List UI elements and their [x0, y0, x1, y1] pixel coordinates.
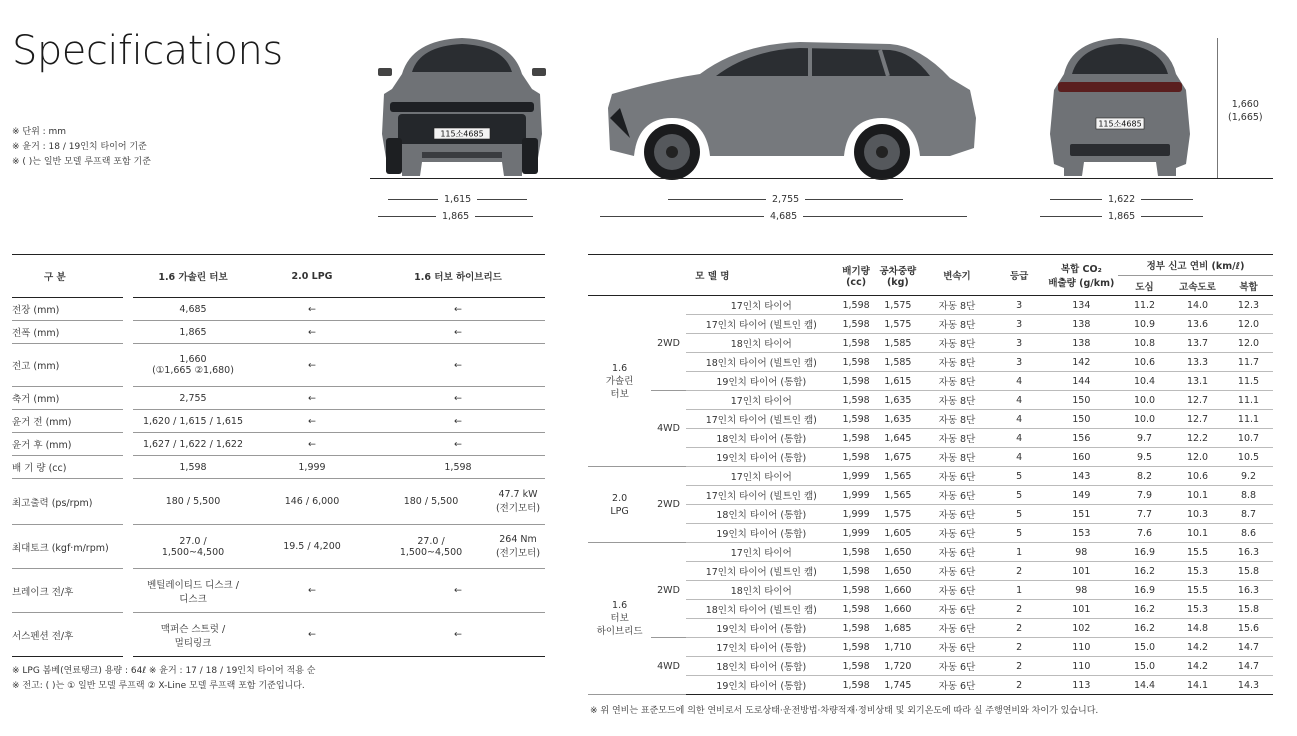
table-header [588, 255, 1273, 276]
page-title: Specifications [12, 28, 283, 74]
table-cell: 1,598 [837, 657, 876, 676]
table-cell: 15.0 [1118, 638, 1171, 657]
tire-spec: 18인치 타이어 [686, 581, 837, 600]
table-cell: 5 [994, 524, 1045, 543]
table-cell: 15.5 [1171, 581, 1224, 600]
table-cell: 12.7 [1171, 410, 1224, 429]
engine-group: 1.6 가솔린 터보 [588, 296, 651, 467]
table-row: 축거 (mm) 2,755 ← ← [12, 387, 545, 410]
rear-plate: 115소4685 [1098, 119, 1142, 129]
tire-spec: 18인치 타이어 (통합) [686, 657, 837, 676]
table-cell: 12.2 [1171, 429, 1224, 448]
table-row [588, 372, 1273, 391]
table-cell: 1,598 [837, 619, 876, 638]
table-cell: 14.3 [1224, 676, 1273, 695]
table-cell: 15.0 [1118, 657, 1171, 676]
table-cell: 16.9 [1118, 543, 1171, 562]
header-cell: 구 분 [12, 255, 123, 298]
dim-front-track: 1,615 [388, 194, 527, 205]
table-cell: 11.2 [1118, 296, 1171, 315]
tire-spec: 18인치 타이어 (통합) [686, 505, 837, 524]
table-cell: 151 [1045, 505, 1118, 524]
table-cell: 98 [1045, 581, 1118, 600]
drive-type: 2WD [651, 296, 686, 391]
table-cell: 자동 6단 [920, 543, 993, 562]
table-cell: 1,598 [837, 638, 876, 657]
table-cell: 9.2 [1224, 467, 1273, 486]
table-cell: 12.7 [1171, 391, 1224, 410]
table-cell: 2 [994, 676, 1045, 695]
table-cell: 1,575 [875, 315, 920, 334]
tire-spec: 17인치 타이어 (빌트인 캠) [686, 315, 837, 334]
table-cell: 144 [1045, 372, 1118, 391]
table-cell: 1,565 [875, 486, 920, 505]
dim-rear-track: 1,622 [1050, 194, 1193, 205]
table-cell: 자동 6단 [920, 562, 993, 581]
table-cell: 7.7 [1118, 505, 1171, 524]
tire-spec: 19인치 타이어 (통합) [686, 524, 837, 543]
table-cell: 16.2 [1118, 619, 1171, 638]
table-cell: 142 [1045, 353, 1118, 372]
table-cell: 1,598 [837, 448, 876, 467]
table-row [588, 600, 1273, 619]
engine-group: 1.6 터보 하이브리드 [588, 543, 651, 695]
table-row [588, 353, 1273, 372]
tire-spec: 17인치 타이어 [686, 543, 837, 562]
table-cell: 자동 6단 [920, 676, 993, 695]
table-cell: 12.3 [1224, 296, 1273, 315]
table-cell: 자동 6단 [920, 581, 993, 600]
table-cell: 12.0 [1224, 334, 1273, 353]
table-cell: 2 [994, 657, 1045, 676]
table-cell: 4 [994, 448, 1045, 467]
table-cell: 자동 8단 [920, 410, 993, 429]
table-cell: 134 [1045, 296, 1118, 315]
table-cell: 4 [994, 391, 1045, 410]
tire-spec: 19인치 타이어 (통합) [686, 448, 837, 467]
header-weight: 공차중량 (kg) [875, 255, 920, 296]
table-cell: 1,585 [875, 334, 920, 353]
note-line: ※ 단위 : mm [12, 127, 67, 137]
table-row: 서스펜션 전/후 맥퍼슨 스트럿 / 멀티링크 ← ← [12, 613, 545, 657]
table-cell: 16.3 [1224, 543, 1273, 562]
table-row: 최대토크 (kgf·m/rpm) 27.0 / 1,500~4,500 19.5 / 4,200 27.0 / 1,500~4,500 264 Nm (전기모터) [12, 525, 545, 569]
table-cell: 14.0 [1171, 296, 1224, 315]
table-cell: 1,710 [875, 638, 920, 657]
note-line: ※ 전고: ( )는 ① 일반 모델 루프랙 ② X-Line 모델 루프랙 포함 기준입니다. [12, 681, 305, 691]
header-cell: 1.6 터보 하이브리드 [371, 255, 545, 298]
tire-spec: 18인치 타이어 (빌트인 캠) [686, 600, 837, 619]
table-cell: 15.3 [1171, 562, 1224, 581]
header-disp: 배기량 (cc) [837, 255, 876, 296]
table-row [588, 676, 1273, 695]
table-cell: 자동 6단 [920, 657, 993, 676]
table-row [588, 505, 1273, 524]
table-cell: 143 [1045, 467, 1118, 486]
table-cell: 1,598 [837, 353, 876, 372]
table-cell: 3 [994, 296, 1045, 315]
table-cell: 102 [1045, 619, 1118, 638]
car-front-view [372, 34, 552, 179]
dim-rear-width: 1,865 [1040, 211, 1203, 222]
table-cell: 153 [1045, 524, 1118, 543]
note-line: ※ LPG 봄베(연료탱크) 용량 : 64ℓ ※ 윤거 : 17 / 18 / 19인치 타이어 적용 순 [12, 666, 316, 676]
table-row [588, 296, 1273, 315]
table-cell: 113 [1045, 676, 1118, 695]
table-cell: 110 [1045, 638, 1118, 657]
header-cell: 2.0 LPG [253, 255, 371, 298]
table-cell: 1 [994, 543, 1045, 562]
table-row [588, 524, 1273, 543]
header-eff: 정부 신고 연비 (km/ℓ) [1118, 255, 1273, 276]
table-row [588, 543, 1273, 562]
table-cell: 자동 8단 [920, 334, 993, 353]
table-cell: 5 [994, 486, 1045, 505]
table-cell: 138 [1045, 315, 1118, 334]
table-cell: 8.6 [1224, 524, 1273, 543]
table-cell: 8.2 [1118, 467, 1171, 486]
tire-spec: 17인치 타이어 [686, 467, 837, 486]
table-cell: 1,605 [875, 524, 920, 543]
table-cell: 1,660 [875, 600, 920, 619]
table-cell: 10.6 [1118, 353, 1171, 372]
table-cell: 8.7 [1224, 505, 1273, 524]
table-cell: 1,598 [837, 676, 876, 695]
table-row [588, 619, 1273, 638]
table-cell: 자동 6단 [920, 467, 993, 486]
engine-group: 2.0 LPG [588, 467, 651, 543]
table-row: 최고출력 (ps/rpm) 180 / 5,500 146 / 6,000 180 / 5,500 47.7 kW (전기모터) [12, 479, 545, 525]
fuel-efficiency-table [588, 254, 1273, 695]
table-cell: 1,999 [837, 486, 876, 505]
table-cell: 1,999 [837, 505, 876, 524]
table-cell: 10.5 [1224, 448, 1273, 467]
table-cell: 1,598 [837, 562, 876, 581]
table-cell: 150 [1045, 410, 1118, 429]
table-cell: 15.5 [1171, 543, 1224, 562]
table-row: 윤거 전 (mm) 1,620 / 1,615 / 1,615 ← ← [12, 410, 545, 433]
table-cell: 9.7 [1118, 429, 1171, 448]
table-cell: 1,615 [875, 372, 920, 391]
table-cell: 자동 8단 [920, 429, 993, 448]
table-cell: 156 [1045, 429, 1118, 448]
table-cell: 110 [1045, 657, 1118, 676]
table-cell: 16.3 [1224, 581, 1273, 600]
table-cell: 자동 8단 [920, 296, 993, 315]
front-plate: 115소4685 [440, 129, 484, 139]
dim-height: 1,660 (1,665) [1228, 99, 1263, 123]
header-co2: 복합 CO₂ 배출량 (g/km) [1045, 255, 1118, 296]
table-cell: 자동 8단 [920, 448, 993, 467]
table-cell: 자동 6단 [920, 486, 993, 505]
table-cell: 4 [994, 410, 1045, 429]
table-row: 전폭 (mm) 1,865 ← ← [12, 321, 545, 344]
table-cell: 16.2 [1118, 562, 1171, 581]
table-cell: 101 [1045, 562, 1118, 581]
table-header [12, 255, 545, 298]
table-row [588, 391, 1273, 410]
table-cell: 14.7 [1224, 638, 1273, 657]
table-cell: 98 [1045, 543, 1118, 562]
table-cell: 10.7 [1224, 429, 1273, 448]
tire-spec: 17인치 타이어 (빌트인 캠) [686, 486, 837, 505]
table-cell: 14.2 [1171, 657, 1224, 676]
header-trans: 변속기 [920, 255, 993, 296]
table-cell: 14.2 [1171, 638, 1224, 657]
table-cell: 10.4 [1118, 372, 1171, 391]
table-cell: 1,685 [875, 619, 920, 638]
table-cell: 1,575 [875, 296, 920, 315]
table-cell: 1,635 [875, 410, 920, 429]
table-row [588, 562, 1273, 581]
table-cell: 150 [1045, 391, 1118, 410]
table-row: 전장 (mm) 4,685 ← ← [12, 298, 545, 321]
dim-wheelbase: 2,755 [668, 194, 903, 205]
table-cell: 1,650 [875, 562, 920, 581]
drive-type: 2WD [651, 467, 686, 543]
header-hwy: 고속도로 [1171, 276, 1224, 296]
table-cell: 13.3 [1171, 353, 1224, 372]
table-cell: 자동 8단 [920, 315, 993, 334]
table-cell: 1,598 [837, 296, 876, 315]
table-cell: 1,598 [837, 581, 876, 600]
table-cell: 1,999 [837, 524, 876, 543]
table-cell: 10.6 [1171, 467, 1224, 486]
table-cell: 8.8 [1224, 486, 1273, 505]
tire-spec: 17인치 타이어 [686, 296, 837, 315]
header-comb: 복합 [1224, 276, 1273, 296]
tire-spec: 19인치 타이어 (통합) [686, 619, 837, 638]
table-cell: 2 [994, 638, 1045, 657]
table-cell: 자동 8단 [920, 372, 993, 391]
table-cell: 14.1 [1171, 676, 1224, 695]
table-cell: 160 [1045, 448, 1118, 467]
table-cell: 10.1 [1171, 524, 1224, 543]
table-cell: 3 [994, 334, 1045, 353]
table-row [588, 581, 1273, 600]
table-cell: 13.1 [1171, 372, 1224, 391]
table-row: 배 기 량 (cc) 1,598 1,999 1,598 [12, 456, 545, 479]
table-cell: 자동 6단 [920, 505, 993, 524]
table-cell: 15.8 [1224, 562, 1273, 581]
table-cell: 2 [994, 619, 1045, 638]
table-row: 브레이크 전/후 벤틸레이티드 디스크 / 디스크 ← ← [12, 569, 545, 613]
table-cell: 12.0 [1224, 315, 1273, 334]
table-cell: 자동 6단 [920, 638, 993, 657]
table-cell: 9.5 [1118, 448, 1171, 467]
table-cell: 149 [1045, 486, 1118, 505]
table-cell: 7.9 [1118, 486, 1171, 505]
table-cell: 1,585 [875, 353, 920, 372]
table-cell: 3 [994, 315, 1045, 334]
table-cell: 14.4 [1118, 676, 1171, 695]
table-cell: 11.1 [1224, 410, 1273, 429]
drive-type: 4WD [651, 638, 686, 695]
table-row [588, 334, 1273, 353]
table-cell: 자동 6단 [920, 524, 993, 543]
car-rear-view [1040, 34, 1200, 179]
table-cell: 1,598 [837, 391, 876, 410]
header-model: 모 델 명 [588, 255, 837, 296]
table-cell: 101 [1045, 600, 1118, 619]
tire-spec: 17인치 타이어 [686, 391, 837, 410]
table-row [588, 429, 1273, 448]
table-cell: 10.8 [1118, 334, 1171, 353]
table-row [588, 467, 1273, 486]
table-cell: 2 [994, 600, 1045, 619]
table-cell: 5 [994, 467, 1045, 486]
spec-table [12, 254, 545, 657]
table-cell: 5 [994, 505, 1045, 524]
table-cell: 1,575 [875, 505, 920, 524]
tire-spec: 17인치 타이어 (빌트인 캠) [686, 562, 837, 581]
tire-spec: 18인치 타이어 [686, 334, 837, 353]
table-cell: 1,598 [837, 315, 876, 334]
table-cell: 1,999 [837, 467, 876, 486]
tire-spec: 18인치 타이어 (통합) [686, 429, 837, 448]
table-cell: 7.6 [1118, 524, 1171, 543]
table-cell: 1,720 [875, 657, 920, 676]
table-cell: 1,598 [837, 410, 876, 429]
table-cell: 1,598 [837, 429, 876, 448]
tire-spec: 18인치 타이어 (빌트인 캠) [686, 353, 837, 372]
height-guide [1217, 38, 1218, 178]
tire-spec: 17인치 타이어 (빌트인 캠) [686, 410, 837, 429]
spec-notes [12, 664, 315, 694]
table-row [588, 486, 1273, 505]
car-side-view [600, 38, 980, 180]
table-cell: 10.3 [1171, 505, 1224, 524]
table-cell: 16.2 [1118, 600, 1171, 619]
table-cell: 12.0 [1171, 448, 1224, 467]
table-row: 전고 (mm) 1,660 (①1,665 ②1,680) ← ← [12, 344, 545, 387]
table-cell: 1,645 [875, 429, 920, 448]
table-cell: 10.9 [1118, 315, 1171, 334]
table-cell: 1,565 [875, 467, 920, 486]
table-cell: 2 [994, 562, 1045, 581]
table-cell: 1,745 [875, 676, 920, 695]
dim-front-width: 1,865 [378, 211, 533, 222]
table-cell: 10.1 [1171, 486, 1224, 505]
table-row [588, 315, 1273, 334]
drive-type: 2WD [651, 543, 686, 638]
table-cell: 15.3 [1171, 600, 1224, 619]
note-line: ※ ( )는 일반 모델 루프랙 포함 기준 [12, 157, 151, 167]
table-cell: 4 [994, 429, 1045, 448]
table-cell: 1,598 [837, 334, 876, 353]
table-cell: 3 [994, 353, 1045, 372]
table-cell: 15.8 [1224, 600, 1273, 619]
table-row [588, 638, 1273, 657]
header-cell: 1.6 가솔린 터보 [133, 255, 253, 298]
header-city: 도심 [1118, 276, 1171, 296]
table-cell: 1,598 [837, 543, 876, 562]
header-grade: 등급 [994, 255, 1045, 296]
table-cell: 16.9 [1118, 581, 1171, 600]
table-row [588, 410, 1273, 429]
tire-spec: 19인치 타이어 (통합) [686, 372, 837, 391]
note-line: ※ 윤거 : 18 / 19인치 타이어 기준 [12, 142, 147, 152]
table-cell: 11.7 [1224, 353, 1273, 372]
table-cell: 10.0 [1118, 391, 1171, 410]
table-cell: 자동 8단 [920, 391, 993, 410]
table-cell: 15.6 [1224, 619, 1273, 638]
table-cell: 1,598 [837, 600, 876, 619]
ground-line [370, 178, 1273, 179]
table-cell: 자동 6단 [920, 619, 993, 638]
table-cell: 138 [1045, 334, 1118, 353]
unit-notes [12, 125, 151, 170]
dim-length: 4,685 [600, 211, 967, 222]
tire-spec: 19인치 타이어 (통합) [686, 676, 837, 695]
tire-spec: 17인치 타이어 (통합) [686, 638, 837, 657]
table-cell: 13.7 [1171, 334, 1224, 353]
table-cell: 1 [994, 581, 1045, 600]
table-cell: 1,598 [837, 372, 876, 391]
table-cell: 14.7 [1224, 657, 1273, 676]
table-cell: 1,675 [875, 448, 920, 467]
table-cell: 13.6 [1171, 315, 1224, 334]
fuel-note: ※ 위 연비는 표준모드에 의한 연비로서 도로상태·운전방법·차량적재·정비상태 및 외기온도에 따라 실 주행연비와 차이가 있습니다. [590, 706, 1099, 716]
table-cell: 10.0 [1118, 410, 1171, 429]
drive-type: 4WD [651, 391, 686, 467]
table-cell: 자동 6단 [920, 600, 993, 619]
table-row: 윤거 후 (mm) 1,627 / 1,622 / 1,622 ← ← [12, 433, 545, 456]
table-cell: 1,660 [875, 581, 920, 600]
table-row [588, 657, 1273, 676]
table-cell: 11.1 [1224, 391, 1273, 410]
table-row [588, 448, 1273, 467]
table-cell: 11.5 [1224, 372, 1273, 391]
table-cell: 4 [994, 372, 1045, 391]
table-cell: 14.8 [1171, 619, 1224, 638]
table-cell: 1,635 [875, 391, 920, 410]
table-cell: 1,650 [875, 543, 920, 562]
table-cell: 자동 8단 [920, 353, 993, 372]
